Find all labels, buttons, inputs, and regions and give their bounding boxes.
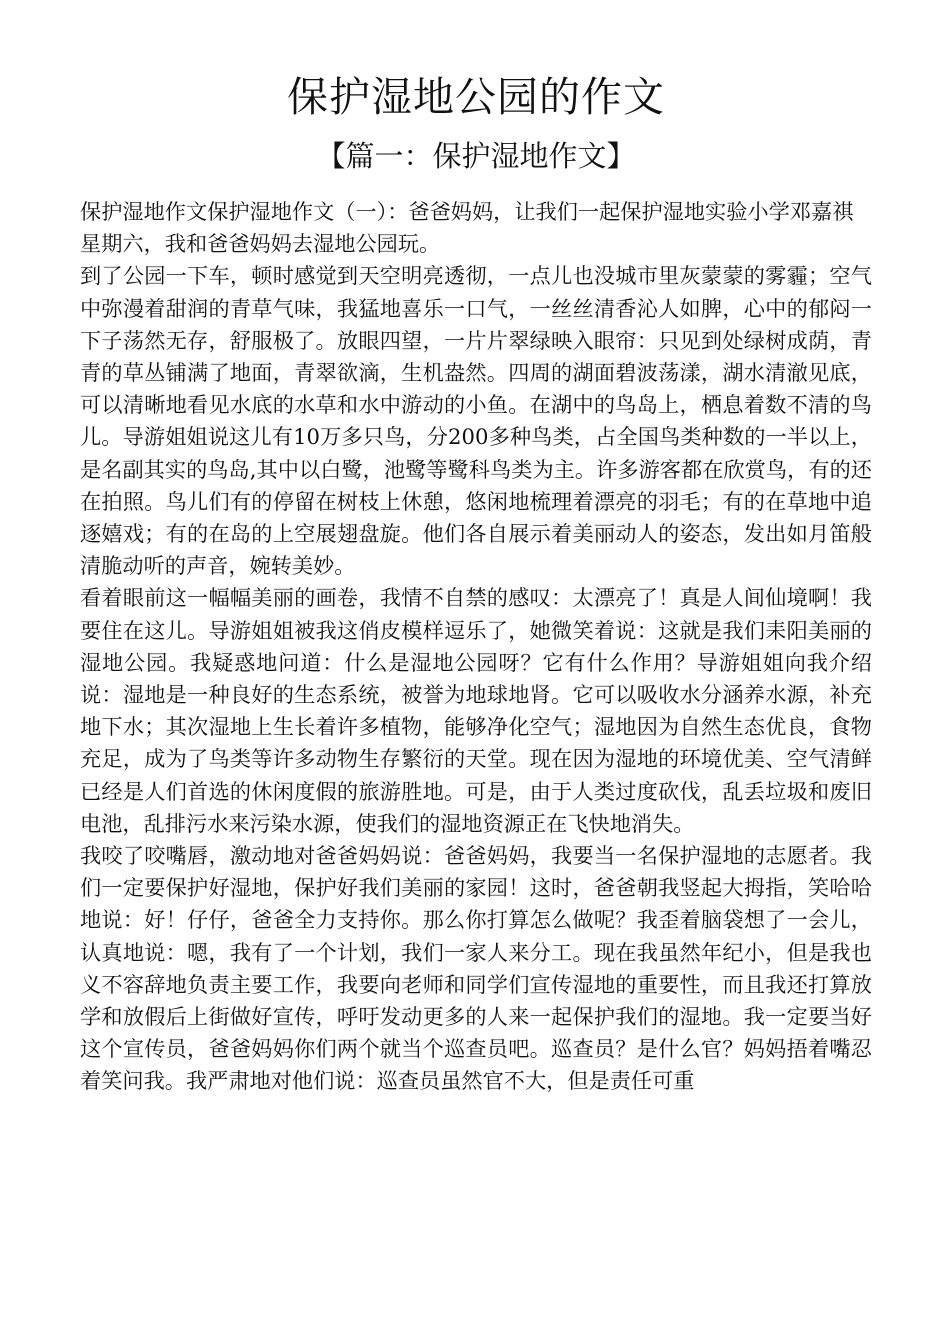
paragraph-saturday: 星期六，我和爸爸妈妈去湿地公园玩。 (80, 231, 441, 257)
section-heading: 【篇一：保护湿地作文】 (316, 139, 636, 173)
paragraph-park-scenery: 到了公园一下车，顿时感觉到天空明亮透彻，一点儿也没城市里灰蒙蒙的雾霾；空气中弥漫着甜润的青草气味，我猛地喜乐一口气，一丝丝清香沁人如脾，心中的郁闷一下子荡然无存，舒服极了。放眼四望，一片片翠绿映入眼帘：只见到处绿树成荫，青青的草丛铺满了地面，青翠欲滴，生机盎然。四周的湖面碧波荡漾，湖水清澈见底，可以清晰地看见水底的水草和水中游动的小鱼。在湖中的鸟岛上，栖息着数不清的鸟儿。导游姐姐说这儿有10万多只鸟，分200多种鸟类，占全国鸟类种数的一半以上，是名副其实的鸟岛,其中以白鹭，池鹭等鹭科鸟类为主。许多游客都在欣赏鸟，有的还在拍照。鸟儿们有的停留在树枝上休憩，悠闲地梳理着漂亮的羽毛；有的在草地中追逐嬉戏；有的在岛的上空展翅盘旋。他们各自展示着美丽动人的姿态，发出如月笛般清脆动听的声音，婉转美妙。 (80, 263, 872, 579)
document-body (80, 196, 872, 1098)
paragraph-intro: 保护湿地作文保护湿地作文（一）：爸爸妈妈，让我们一起保护湿地实验小学邓嘉祺 (80, 199, 854, 224)
document-title: 保护湿地公园的作文 (287, 73, 665, 121)
paragraph-wetland-explanation: 看着眼前这一幅幅美丽的画卷，我情不自禁的感叹：太漂亮了！真是人间仙境啊！我要住在这儿。导游姐姐被我这俏皮模样逗乐了，她微笑着说：这就是我们耒阳美丽的湿地公园。我疑惑地问道：什么是湿地公园呀？它有什么作用？导游姐姐向我介绍说：湿地是一种良好的生态系统，被誉为地球地肾。它可以吸收水分涵养水源，补充地下水；其次湿地上生长着许多植物，能够净化空气；湿地因为自然生态优良，食物充足，成为了鸟类等许多动物生存繁衍的天堂。现在因为湿地的环境优美、空气清鲜已经是人们首选的休闲度假的旅游胜地。可是，由于人类过度砍伐，乱丢垃圾和废旧电池，乱排污水来污染水源，使我们的湿地资源正在飞快地消失。 (80, 585, 872, 836)
paragraph-volunteer-plan: 我咬了咬嘴唇，激动地对爸爸妈妈说：爸爸妈妈，我要当一名保护湿地的志愿者。我们一定要保护好湿地，保护好我们美丽的家园！这时，爸爸朝我竖起大拇指，笑哈哈地说：好！仔仔，爸爸全力支持你。那么你打算怎么做呢？我歪着脑袋想了一会儿，认真地说：嗯，我有了一个计划，我们一家人来分工。现在我虽然年纪小，但是我也义不容辞地负责主要工作，我要向老师和同学们宣传湿地的重要性，而且我还打算放学和放假后上街做好宣传，呼吁发动更多的人来一起保护我们的湿地。我一定要当好这个宣传员，爸爸妈妈你们两个就当个巡查员吧。巡查员？是什么官？妈妈捂着嘴忍着笑问我。我严肃地对他们说：巡查员虽然官不大，但是责任可重 (80, 843, 872, 1094)
